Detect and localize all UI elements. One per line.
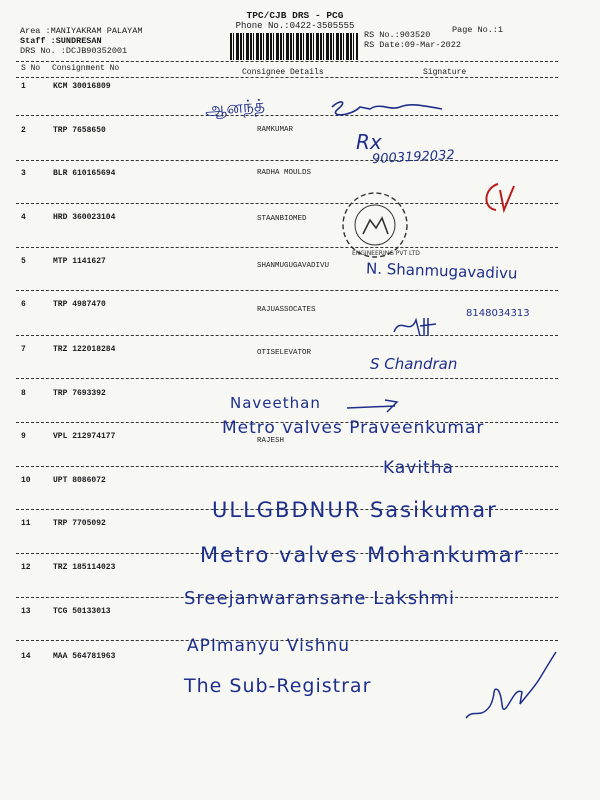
consignment-number: TRZ 122018284 (53, 345, 116, 354)
signature-scribble-red (478, 180, 518, 216)
area-label: Area :MANIYAKRAM PALAYAM (20, 26, 143, 36)
consignment-number: TRZ 185114023 (53, 563, 116, 572)
handwritten-phone: 9003192032 (371, 147, 456, 168)
consignee-name: RAJESH (257, 437, 285, 445)
row-number: 14 (21, 652, 31, 661)
handwritten-name: ULLGBDNUR Sasikumar (212, 498, 498, 522)
row-number: 2 (21, 126, 26, 135)
divider (16, 61, 558, 62)
consignee-name: RAMKUMAR (257, 126, 294, 134)
col-consignment: Consignment No (52, 64, 120, 73)
row-divider (16, 160, 558, 161)
handwritten-signature: Rx (356, 130, 382, 154)
row-divider (16, 466, 558, 467)
row-divider (16, 115, 558, 116)
handwritten-name: Sreejanwaransane Lakshmi (184, 588, 456, 609)
consignment-number: TRP 7658650 (53, 126, 106, 135)
row-number: 5 (21, 257, 26, 266)
signature-scribble (390, 312, 440, 342)
consignment-number: UPT 8086072 (53, 476, 106, 485)
consignee-name: SHANMUGUGAVADIVU (257, 262, 330, 270)
col-sno: S No (21, 64, 41, 73)
consignment-number: TCG 50133013 (53, 607, 111, 616)
header-right (364, 30, 461, 50)
handwritten-signature: S Chandran (370, 355, 458, 373)
row-divider (16, 335, 558, 336)
consignment-number: TRP 4987470 (53, 300, 106, 309)
consignment-number: MAA 564781963 (53, 652, 116, 661)
handwritten-name: The Sub-Registrar (184, 675, 372, 697)
row-number: 3 (21, 169, 26, 178)
handwritten-phone: 8148034313 (466, 308, 530, 319)
consignment-number: TRP 7705092 (53, 519, 106, 528)
consignee-name: STAANBIOMED (257, 215, 307, 223)
consignee-name: RADHA MOULDS (257, 169, 312, 177)
row-number: 11 (21, 519, 31, 528)
row-number: 4 (21, 213, 26, 222)
consignment-number: KCM 30016809 (53, 82, 111, 91)
divider (16, 77, 558, 78)
rs-date: RS Date:09-Mar-2022 (364, 40, 461, 50)
barcode (230, 33, 358, 60)
handwritten-name: Metro valves Praveenkumar (222, 418, 485, 438)
col-consignee: Consignee Details (242, 68, 324, 77)
consignment-number: MTP 1141627 (53, 257, 106, 266)
handwritten-name: Naveethan (230, 394, 321, 412)
consignment-number: TRP 7693392 (53, 389, 106, 398)
stamp-text: ENGINEERING PVT LTD (352, 250, 420, 257)
drs-number: DRS No. :DCJB90352001 (20, 46, 128, 56)
row-divider (16, 247, 558, 248)
row-number: 10 (21, 476, 31, 485)
signature-scribble (330, 97, 445, 122)
sheet-title: TPC/CJB DRS - PCG (246, 10, 344, 21)
signature-scribble (460, 648, 560, 726)
handwritten-name: APImanyu Vishnu (187, 636, 351, 656)
row-divider (16, 203, 558, 204)
consignment-number: VPL 212974177 (53, 432, 116, 441)
row-number: 7 (21, 345, 26, 354)
handwritten-name: Metro valves Mohankumar (200, 543, 525, 567)
handwritten-signature: ஆனந்த் (204, 95, 266, 121)
page-number: Page No.:1 (452, 25, 504, 35)
header-center (222, 11, 368, 31)
row-divider (16, 290, 558, 291)
consignment-number: BLR 610165694 (53, 169, 116, 178)
header-left (20, 26, 142, 56)
row-number: 1 (21, 82, 26, 91)
handwritten-signature: N. Shanmugavadivu (365, 259, 518, 283)
row-number: 8 (21, 389, 26, 398)
consignee-name: OTISELEVATOR (257, 349, 312, 357)
rs-number: RS No.:903520 (364, 30, 431, 40)
row-number: 12 (21, 563, 31, 572)
consignee-name: RAJUASSOCATES (257, 306, 316, 314)
col-signature: Signature (423, 68, 467, 77)
handwritten-name: Kavitha (383, 458, 454, 478)
row-number: 13 (21, 607, 31, 616)
row-number: 9 (21, 432, 26, 441)
row-number: 6 (21, 300, 26, 309)
phone-number: Phone No.:0422-3505555 (235, 21, 355, 31)
arrow-mark (345, 398, 401, 414)
consignment-number: HRD 360023104 (53, 213, 116, 222)
row-divider (16, 378, 558, 379)
staff-label: Staff :SUNDRESAN (20, 36, 102, 46)
